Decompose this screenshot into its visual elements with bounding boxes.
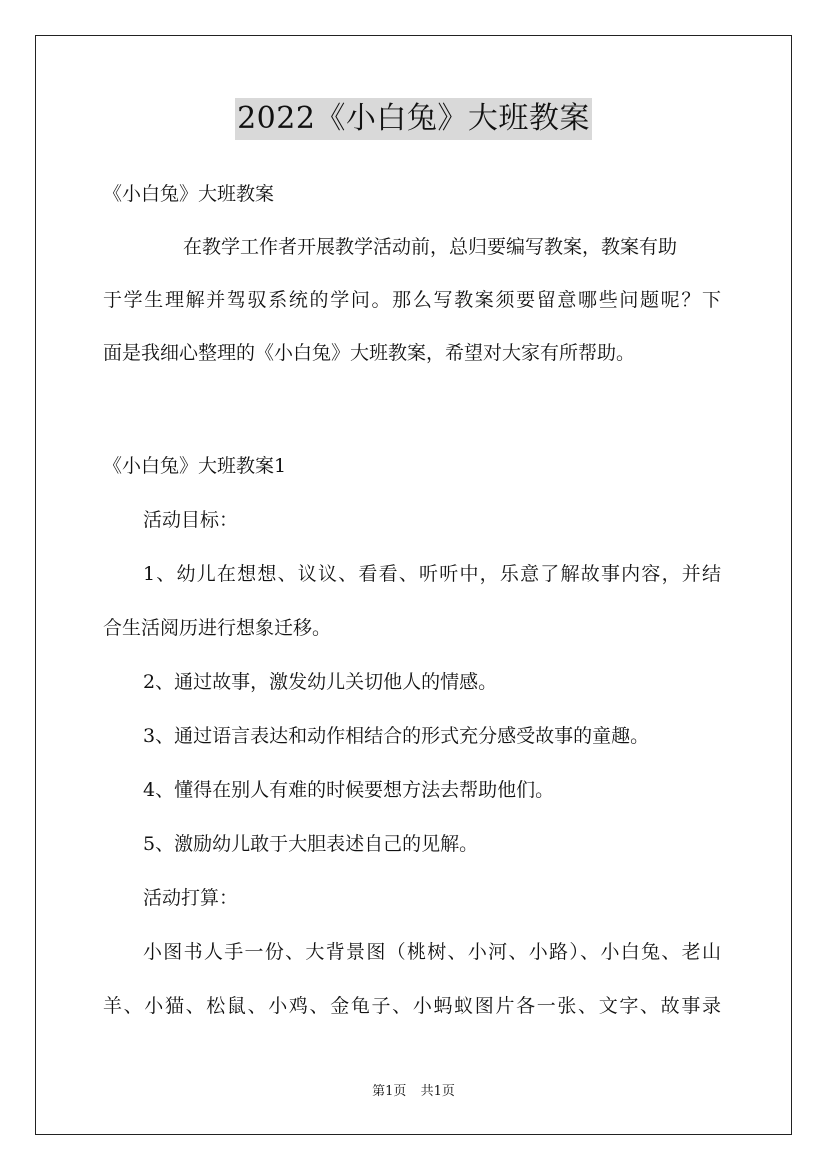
page-number-current: 第1页 [372,1084,407,1099]
goal-item: 1、幼儿在想想、议议、看看、听听中，乐意了解故事内容，并结 [143,563,721,585]
intro-paragraph-line: 面是我细心整理的《小白兔》大班教案，希望对大家有所帮助。 [103,342,636,364]
goal-item: 5、激励幼儿敢于大胆表述自己的见解。 [143,833,479,855]
page-footer [0,1082,827,1102]
page-number-total: 共1页 [420,1084,455,1099]
activity-prep-label: 活动打算： [143,887,239,909]
goal-item: 4、懂得在别人有难的时候要想方法去帮助他们。 [143,779,555,801]
goal-item: 3、通过语言表达和动作相结合的形式充分感受故事的童趣。 [143,725,650,747]
intro-paragraph-line: 于学生理解并驾驭系统的学问。那么写教案须要留意哪些问题呢？下 [103,289,721,311]
goal-item-continuation: 合生活阅历进行想象迁移。 [103,617,332,639]
goal-item: 2、通过故事，激发幼儿关切他人的情感。 [143,671,498,693]
section-heading: 《小白兔》大班教案1 [103,455,287,477]
document-title: 2022《小白兔》大班教案 [235,98,592,140]
prep-paragraph-line: 羊、小猫、松鼠、小鸡、金龟子、小蚂蚁图片各一张、文字、故事录 [103,995,721,1017]
intro-paragraph-line: 在教学工作者开展教学活动前，总归要编写教案，教案有助 [183,236,678,258]
document-subtitle: 《小白兔》大班教案 [103,183,275,205]
title-container [0,98,827,140]
prep-paragraph-line: 小图书人手一份、大背景图（桃树、小河、小路）、小白兔、老山 [143,941,721,963]
activity-goals-label: 活动目标： [143,509,239,531]
